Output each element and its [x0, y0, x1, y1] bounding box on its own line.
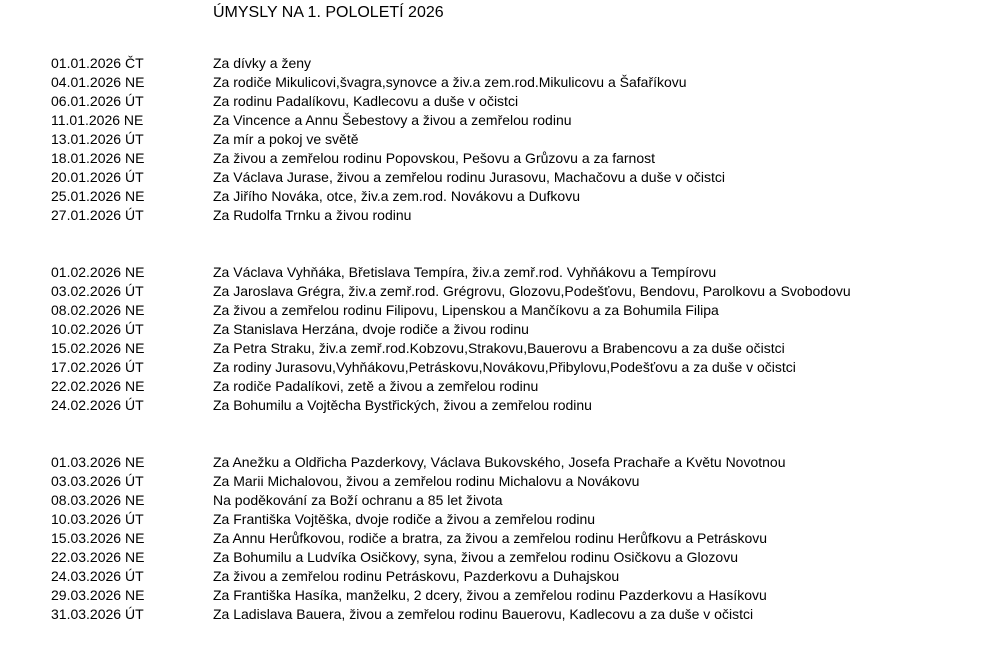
intention-text: Za rodiny Jurasovu,Vyhňákovu,Petráskovu,Novákovu,Přibylovu,Podešťovu a za duše v očistci [213, 359, 796, 375]
intention-row [0, 586, 989, 605]
intention-date: 01.02.2026 NE [51, 264, 145, 280]
intention-text: Za rodiče Mikulicovi,švagra,synovce a živ.a zem.rod.Mikulicovu a Šafaříkovu [213, 74, 687, 90]
intention-date: 31.03.2026 ÚT [51, 606, 144, 622]
intention-date: 10.03.2026 ÚT [51, 511, 144, 527]
intention-row [0, 453, 989, 472]
intention-date: 08.02.2026 NE [51, 302, 145, 318]
intention-row [0, 339, 989, 358]
intention-text: Za Annu Herůfkovou, rodiče a bratra, za živou a zemřelou rodinu Herůfkovu a Petráskovu [213, 530, 768, 546]
intention-date: 01.03.2026 NE [51, 454, 145, 470]
intention-text: Za Františka Hasíka, manželku, 2 dcery, živou a zemřelou rodinu Pazderkovu a Hasíkovu [213, 587, 767, 603]
intention-date: 13.01.2026 ÚT [51, 131, 144, 147]
intention-date: 24.02.2026 ÚT [51, 397, 144, 413]
intention-text: Za živou a zemřelou rodinu Popovskou, Pešovu a Grůzovu a za farnost [213, 150, 656, 166]
intention-text: Za Stanislava Herzána, dvoje rodiče a živou rodinu [213, 321, 529, 337]
intention-row [0, 282, 989, 301]
intention-row [0, 548, 989, 567]
intention-text: Za Marii Michalovou, živou a zemřelou rodinu Michalovu a Novákovu [213, 473, 640, 489]
intention-text: Za Bohumilu a Vojtěcha Bystřických, živou a zemřelou rodinu [213, 397, 592, 413]
intention-row [0, 73, 989, 92]
intention-text: Za živou a zemřelou rodinu Filipovu, Lipenskou a Mančíkovu a za Bohumila Filipa [213, 302, 719, 318]
intention-row [0, 187, 989, 206]
intention-row [0, 472, 989, 491]
intention-text: Za Jaroslava Grégra, živ.a zemř.rod. Grégrovu, Glozovu,Podešťovu, Bendovu, Parolkovu a Svobodovu [213, 283, 851, 299]
intention-row [0, 54, 989, 73]
group-january [0, 54, 989, 225]
intention-date: 11.01.2026 NE [51, 112, 144, 128]
group-march [0, 453, 989, 624]
intention-row [0, 206, 989, 225]
intention-date: 22.02.2026 NE [51, 378, 145, 394]
intention-text: Za rodiče Padalíkovi, zetě a živou a zemřelou rodinu [213, 378, 539, 394]
intention-row [0, 111, 989, 130]
intention-row [0, 377, 989, 396]
intention-date: 22.03.2026 NE [51, 549, 145, 565]
intention-row [0, 605, 989, 624]
intention-row [0, 529, 989, 548]
intention-date: 25.01.2026 NE [51, 188, 145, 204]
intention-date: 10.02.2026 ÚT [51, 321, 144, 337]
intention-text: Za Petra Straku, živ.a zemř.rod.Kobzovu,Strakovu,Bauerovu a Brabencovu a za duše očistci [213, 340, 785, 356]
intention-date: 01.01.2026 ČT [51, 55, 144, 71]
intention-text: Za Bohumilu a Ludvíka Osičkovy, syna, živou a zemřelou rodinu Osičkovu a Glozovu [213, 549, 738, 565]
intention-date: 27.01.2026 ÚT [51, 207, 144, 223]
intention-row [0, 567, 989, 586]
intention-date: 29.03.2026 NE [51, 587, 145, 603]
intention-text: Za Vincence a Annu Šebestovy a živou a zemřelou rodinu [213, 112, 572, 128]
intention-text: Za živou a zemřelou rodinu Petráskovu, Pazderkovu a Duhajskou [213, 568, 620, 584]
intention-text: Za Ladislava Bauera, živou a zemřelou rodinu Bauerovu, Kadlecovu a za duše v očistci [213, 606, 754, 622]
intention-date: 18.01.2026 NE [51, 150, 145, 166]
intention-row [0, 320, 989, 339]
intention-date: 04.01.2026 NE [51, 74, 145, 90]
intention-row [0, 491, 989, 510]
intention-row [0, 149, 989, 168]
intention-text: Za Jiřího Nováka, otce, živ.a zem.rod. Novákovu a Dufkovu [213, 188, 581, 204]
intention-row [0, 510, 989, 529]
group-february [0, 263, 989, 415]
page-title: ÚMYSLY NA 1. POLOLETÍ 2026 [213, 4, 444, 21]
intention-row [0, 396, 989, 415]
intention-text: Za Václava Jurase, živou a zemřelou rodinu Jurasovu, Machačovu a duše v očistci [213, 169, 726, 185]
intention-row [0, 92, 989, 111]
intention-date: 20.01.2026 ÚT [51, 169, 144, 185]
intention-date: 24.03.2026 ÚT [51, 568, 144, 584]
intention-row [0, 301, 989, 320]
intention-row [0, 358, 989, 377]
intention-date: 08.03.2026 NE [51, 492, 145, 508]
intention-date: 17.02.2026 ÚT [51, 359, 144, 375]
intention-text: Za Rudolfa Trnku a živou rodinu [213, 207, 412, 223]
intention-text: Za Františka Vojtěška, dvoje rodiče a živou a zemřelou rodinu [213, 511, 596, 527]
intention-row [0, 263, 989, 282]
intention-date: 15.02.2026 NE [51, 340, 145, 356]
intention-date: 06.01.2026 ÚT [51, 93, 144, 109]
intention-text: Za rodinu Padalíkovu, Kadlecovu a duše v očistci [213, 93, 519, 109]
intention-text: Za Václava Vyhňáka, Břetislava Tempíra, živ.a zemř.rod. Vyhňákovu a Tempírovu [213, 264, 717, 280]
intention-text: Za mír a pokoj ve světě [213, 131, 359, 147]
intention-text: Za Anežku a Oldřicha Pazderkovy, Václava Bukovského, Josefa Prachaře a Květu Novotnou [213, 454, 786, 470]
intention-date: 03.02.2026 ÚT [51, 283, 144, 299]
intention-text: Na poděkování za Boží ochranu a 85 let života [213, 492, 503, 508]
intention-row [0, 130, 989, 149]
intention-row [0, 168, 989, 187]
intention-date: 03.03.2026 ÚT [51, 473, 144, 489]
intention-text: Za dívky a ženy [213, 55, 312, 71]
intention-date: 15.03.2026 NE [51, 530, 145, 546]
